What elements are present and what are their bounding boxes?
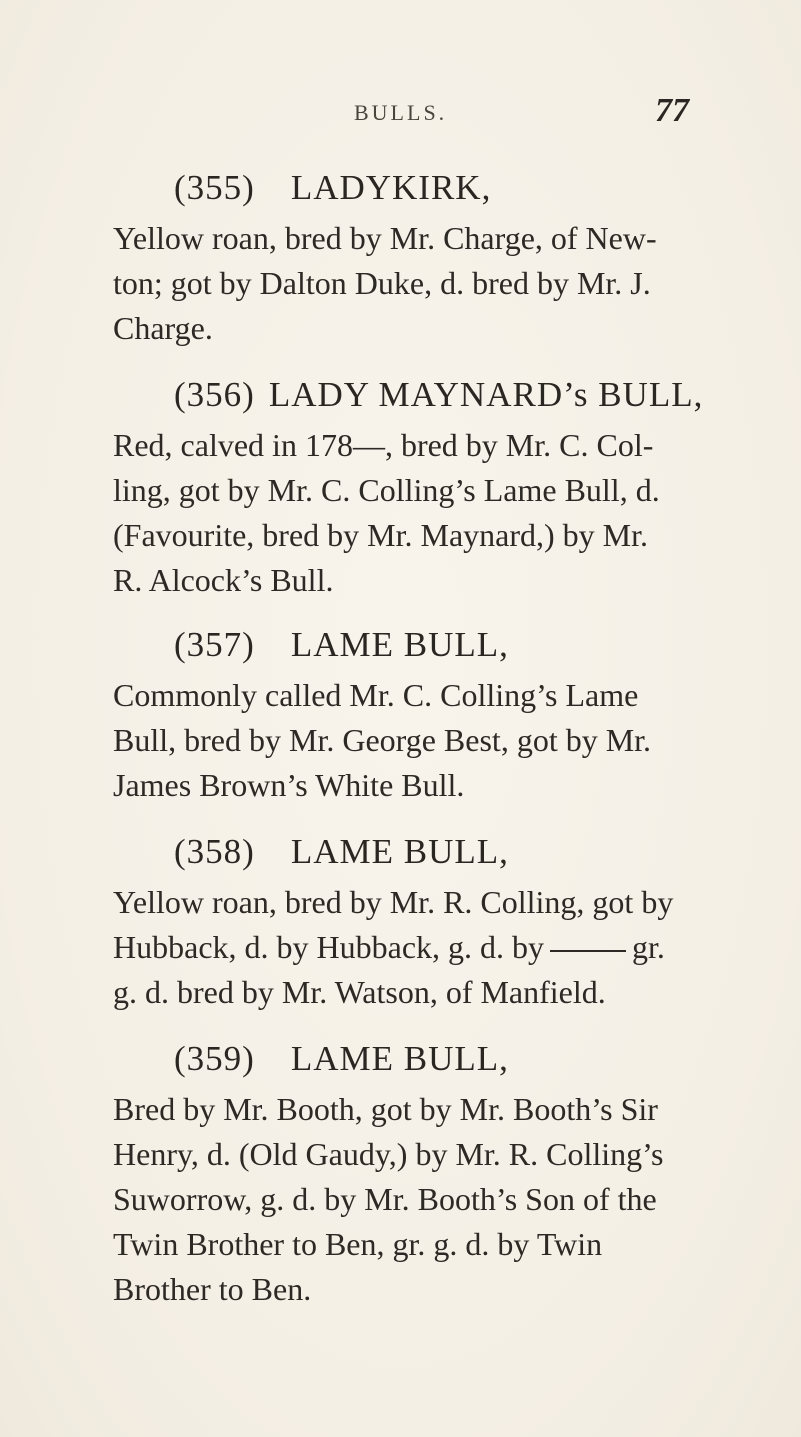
entry-description	[113, 1087, 723, 1312]
entry-number: (359)	[174, 1039, 255, 1078]
entry-line: Yellow roan, bred by Mr. R. Colling, got by	[113, 884, 674, 920]
entry-line: Henry, d. (Old Gaudy,) by Mr. R. Colling’s	[113, 1136, 664, 1172]
entry-line: ling, got by Mr. C. Colling’s Lame Bull, d.	[113, 472, 660, 508]
entry-description	[113, 423, 723, 603]
entry-description	[113, 216, 723, 351]
page-number: 77	[655, 92, 689, 129]
entry-name: LAME BULL,	[290, 625, 509, 664]
entry-line: Bull, bred by Mr. George Best, got by Mr.	[113, 722, 652, 758]
entry-line-start: Hubback, d. by Hubback, g. d. by	[113, 929, 545, 965]
entry-heading	[174, 375, 703, 415]
running-title: BULLS.	[354, 100, 448, 125]
entry-line-end: gr.	[632, 929, 665, 965]
entry-line: James Brown’s White Bull.	[113, 767, 465, 803]
entry-number: (357)	[174, 625, 255, 664]
entry-line: Twin Brother to Ben, gr. g. d. by Twin	[113, 1226, 603, 1262]
entry-heading	[174, 832, 509, 872]
entry-line: (Favourite, bred by Mr. Maynard,) by Mr.	[113, 517, 649, 553]
entry-name: LADY MAYNARD’s BULL,	[268, 375, 704, 414]
entry-line: Red, calved in 178—, bred by Mr. C. Col-	[113, 427, 654, 463]
blank-dash	[550, 950, 626, 952]
entry-name: LADYKIRK,	[290, 168, 492, 207]
entry-line: Suworrow, g. d. by Mr. Booth’s Son of the	[113, 1181, 657, 1217]
entry-line: Yellow roan, bred by Mr. Charge, of New-	[113, 220, 657, 256]
entry-description	[113, 880, 723, 1015]
entry-line: Charge.	[113, 310, 213, 346]
entry-line: Bred by Mr. Booth, got by Mr. Booth’s Sir	[113, 1091, 658, 1127]
entry-description	[113, 673, 723, 808]
entry-number: (356)	[174, 375, 255, 414]
entry-line: R. Alcock’s Bull.	[113, 562, 334, 598]
entry-number: (358)	[174, 832, 255, 871]
entry-line: Commonly called Mr. C. Colling’s Lame	[113, 677, 639, 713]
entry-line-with-blank	[113, 925, 723, 970]
entry-number: (355)	[174, 168, 255, 207]
entry-name: LAME BULL,	[290, 1039, 509, 1078]
entry-heading	[174, 168, 491, 208]
entry-heading	[174, 1039, 509, 1079]
entry-name: LAME BULL,	[290, 832, 509, 871]
entry-line: ton; got by Dalton Duke, d. bred by Mr. J.	[113, 265, 651, 301]
running-head	[0, 92, 801, 136]
entry-line: g. d. bred by Mr. Watson, of Manfield.	[113, 974, 606, 1010]
entry-line: Brother to Ben.	[113, 1271, 312, 1307]
entry-heading	[174, 625, 509, 665]
